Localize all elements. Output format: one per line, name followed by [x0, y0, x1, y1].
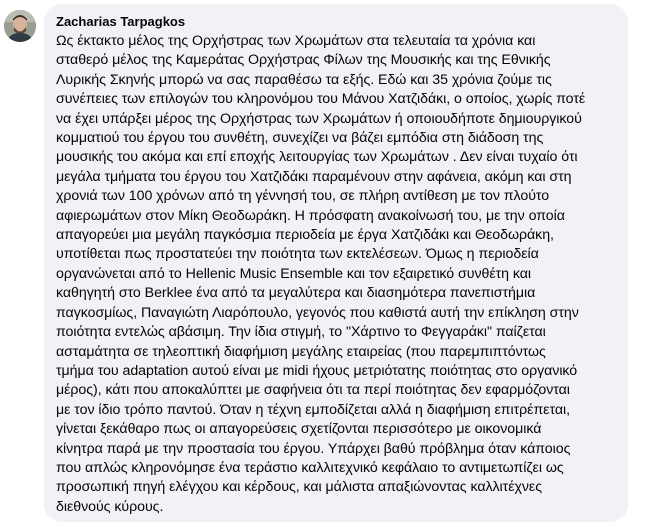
comment-text-line: σταθερό μέλος της Καμεράτας Ορχήστρας Φίλων της Μουσικής και της Εθνικής: [56, 52, 551, 69]
user-avatar-photo-icon: [4, 10, 36, 42]
comment-bubble: [44, 4, 628, 522]
comment-text-line: οργανώνεται από το Hellenic Music Ensemble και τον εξαιρετικό συνθέτη και: [56, 265, 532, 282]
comment-text-line: Ως έκτακτο μέλος της Ορχήστρας των Χρωμάτων στα τελευταία τα χρόνια και: [56, 33, 536, 49]
comment-text-line: μουσικής του ακόμα και επί εποχής λειτουργίας των Χρωμάτων . Δεν είναι τυχαίο ότι: [56, 149, 578, 166]
comment-text-line: κίνητρα παρά με την προστασία του έργου. Υπάρχει βαθύ πρόβλημα όταν κάποιος: [56, 440, 571, 457]
comment-text-line: ποιότητα εντελώς αβάσιμη. Την ίδια στιγμή, το "Χάρτινο το Φεγγαράκι" παίζεται: [56, 324, 546, 341]
comment-text-line: παγκοσμίως, Παναγιώτη Λιαρόπουλο, γεγονός που καθιστά αυτή την επίκληση στην: [56, 304, 579, 321]
comment-text-line: κομματιού του έργου του συνθέτη, συνεχίζει να βάζει εμπόδια στη διάδοση της: [56, 130, 544, 147]
comment-text-line: να έχει υπάρξει μέρος της Ορχήστρας των Χρωμάτων ή οποιουδήποτε δημιουργικού: [56, 110, 582, 127]
comment-text-line: που απλώς κληρονόμησε ένα τεράστιο καλλιτεχνικό κεφάλαιο το αντιμετωπίζει ως: [56, 459, 564, 476]
comment-text-line: ασταμάτητα σε τηλεοπτική διαφήμιση μεγάλης εταιρείας (που παρεμπιπτόντως: [56, 343, 546, 360]
comment-text-line: τμήμα του adaptation αυτού είναι με midi ήχους μετριότατης ποιότητας στο οργανικό: [56, 362, 578, 379]
comment-text-line: μεγάλα τμήματα του έργου του Χατζιδάκι παραμένουν στην αφάνεια, ακόμη και στη: [56, 168, 572, 185]
comment-text-line: Λυρικής Σκηνής μπορώ να σας παραθέσω τα εξής. Εδώ και 35 χρόνια ζούμε τις: [56, 71, 552, 88]
comment-text-line: διεθνούς κύρους.: [56, 498, 164, 515]
comment-text-line: με τον ίδιο τρόπο παντού. Όταν η τέχνη εμποδίζεται αλλά η διαφήμιση επιτρέπεται,: [56, 401, 570, 418]
comment-text-line: απαγορεύει μια μεγάλη παγκόσμια περιοδεία με έργα Χατζιδάκι και Θεοδωράκη,: [56, 227, 554, 244]
comment-text-line: μέρος), κάτι που αποκαλύπτει με σαφήνεια ότι τα περί ποιότητας δεν εφαρμόζονται: [56, 382, 570, 399]
comment-text-line: καθηγητή στο Berklee ένα από τα μεγαλύτερα και διασημότερα πανεπιστήμια: [56, 285, 536, 302]
comment-text: [56, 32, 616, 517]
comment-text-line: συνέπειες των επιλογών του κληρονόμου του Μάνου Χατζιδάκι, ο οποίος, χωρίς ποτέ: [56, 91, 586, 108]
comment-text-line: χρονιά των 100 χρόνων από τη γέννησή του, σε πλήρη αντίθεση με τον πλούτο: [56, 188, 550, 205]
avatar[interactable]: [4, 10, 36, 42]
comment-author-name[interactable]: Zacharias Tarpagkos: [56, 14, 186, 29]
comment-text-line: προσωπική πηγή ελέγχου και κέρδους, και μάλιστα απαξιώνοντας καλλιτέχνες: [56, 479, 542, 496]
comment-text-line: υποτίθεται πως προστατεύει την ποιότητα των εκτελέσεων. Όμως η περιοδεία: [56, 246, 539, 263]
comment-text-line: αφιερωμάτων στον Μίκη Θεοδωράκη. Η πρόσφατη ανακοίνωσή του, με την οποία: [56, 207, 565, 224]
comment-text-line: γίνεται ξεκάθαρο πως οι απαγορεύσεις σχετίζονται περισσότερο με οικονομικά: [56, 421, 542, 438]
